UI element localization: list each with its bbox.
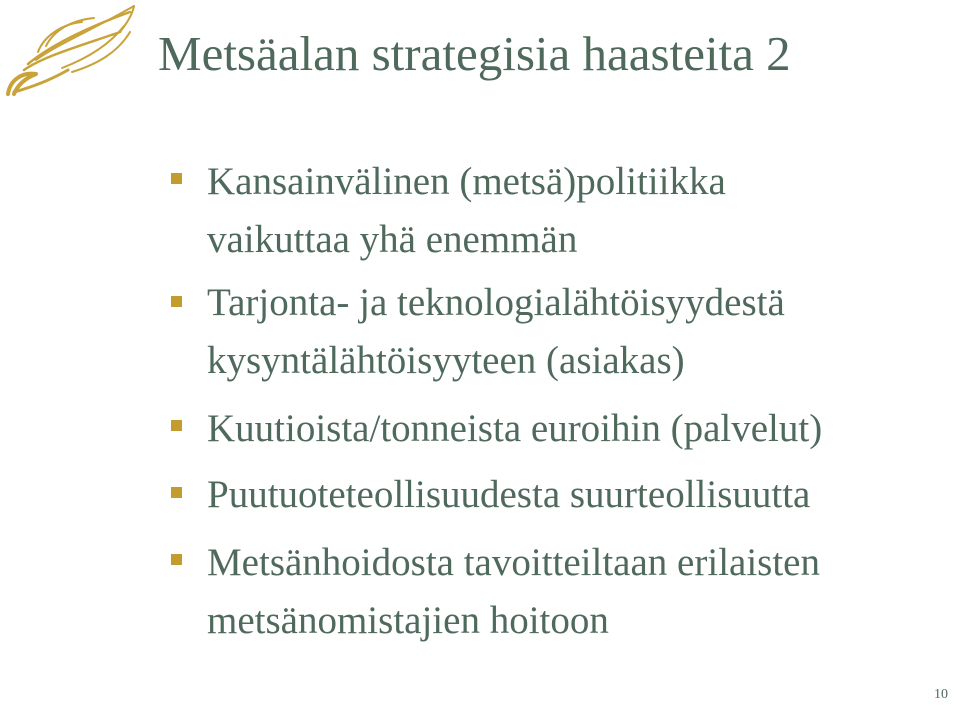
bullet-text: Kansainvälinen (metsä)politiikka vaikuttaa yhä enemmän	[207, 160, 726, 261]
bullet-text: Tarjonta- ja teknologialähtöisyydestä kysyntälähtöisyyteen (asiakas)	[207, 281, 785, 382]
square-bullet-icon	[171, 554, 182, 565]
slide-title: Metsäalan strategisia haasteita 2	[158, 26, 791, 81]
square-bullet-icon	[171, 420, 182, 431]
bullet-text: Metsänhoidosta tavoitteiltaan erilaisten metsänomistajien hoitoon	[207, 541, 820, 642]
page-number: 10	[934, 687, 948, 702]
square-bullet-icon	[171, 296, 182, 307]
bullet-text: Kuutioista/tonneista euroihin (palvelut)	[207, 407, 823, 450]
square-bullet-icon	[171, 173, 182, 184]
bullet-text: Puutuoteteollisuudesta suurteollisuutta	[207, 473, 811, 516]
square-bullet-icon	[171, 487, 182, 498]
